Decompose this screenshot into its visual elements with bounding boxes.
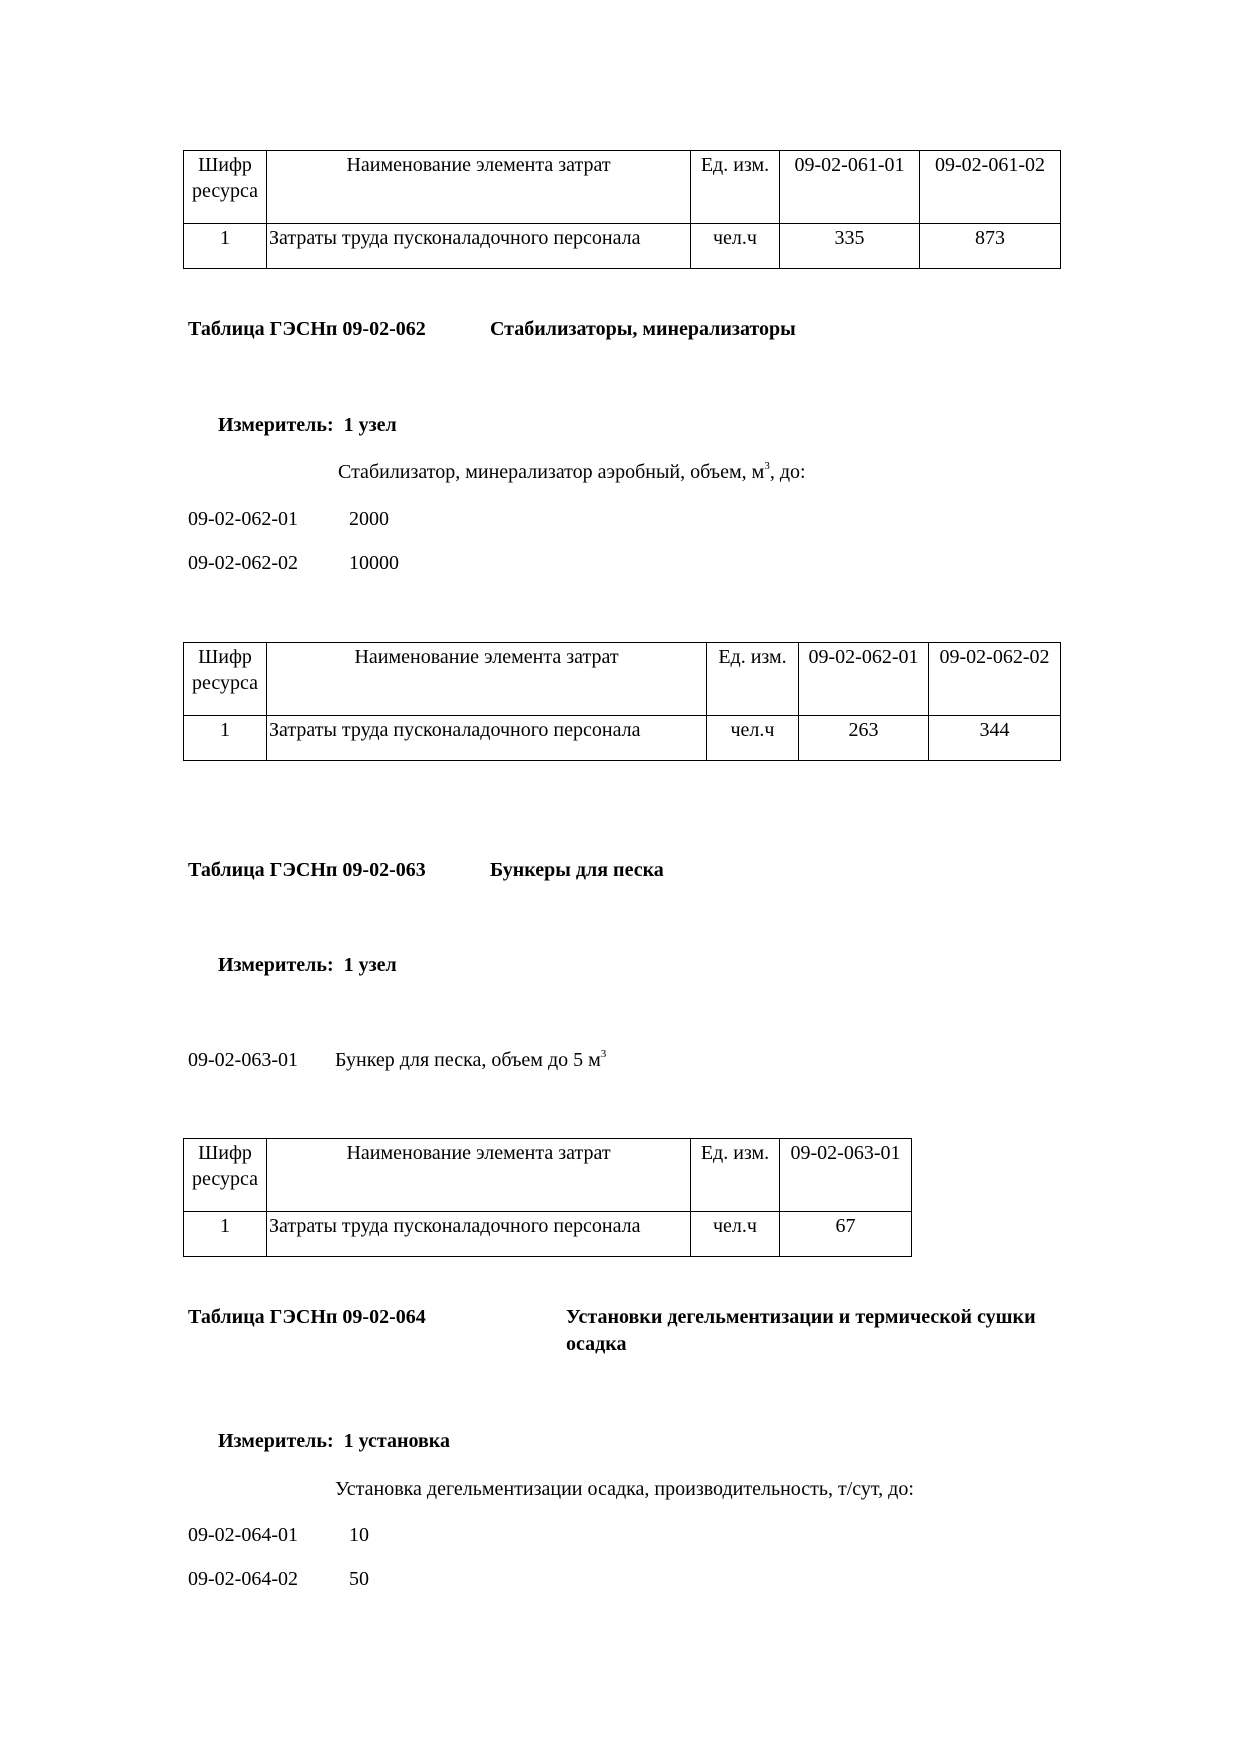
measure-value: 1 установка [343, 1430, 451, 1452]
table-row [184, 224, 1061, 269]
item-value: 10000 [349, 552, 399, 574]
item-code: 09-02-062-02 [188, 552, 298, 574]
row-code: 1 [184, 1212, 267, 1257]
header-col2: 09-02-062-02 [929, 643, 1061, 716]
row-unit: чел.ч [707, 716, 799, 761]
item-value: 50 [349, 1568, 369, 1590]
table-label-064: Таблица ГЭСНп 09-02-064 [188, 1306, 426, 1328]
header-unit: Ед. изм. [691, 151, 780, 224]
measure-value: 1 узел [343, 954, 397, 976]
measure-063 [218, 952, 397, 978]
resource-table-063 [183, 1138, 912, 1257]
measure-label: Измеритель: [218, 954, 334, 976]
row-code: 1 [184, 716, 267, 761]
header-name: Наименование элемента затрат [267, 643, 707, 716]
measure-value: 1 узел [343, 414, 397, 436]
header-name: Наименование элемента затрат [267, 1139, 691, 1212]
row-unit: чел.ч [691, 1212, 780, 1257]
measure-label: Измеритель: [218, 414, 334, 436]
item-code: 09-02-064-01 [188, 1524, 298, 1546]
table-header-row [184, 151, 1061, 224]
item-code: 09-02-064-02 [188, 1568, 298, 1590]
item-code: 09-02-062-01 [188, 508, 298, 530]
description-062: Стабилизатор, минерализатор аэробный, объем, $м^3$, до: [338, 460, 806, 483]
header-col1: 09-02-061-01 [780, 151, 920, 224]
table-title-063: Бункеры для песка [490, 859, 664, 881]
item-text: Бункер для песка, объем до 5 $м^3$ [335, 1048, 607, 1071]
row-unit: чел.ч [691, 224, 780, 269]
item-value: 2000 [349, 508, 389, 530]
item-code: 09-02-063-01 [188, 1049, 298, 1071]
row-value-1: 335 [780, 224, 920, 269]
measure-label: Измеритель: [218, 1430, 334, 1452]
table-title-064-line1: Установки дегельментизации и термической сушки [566, 1306, 1036, 1328]
table-row [184, 1212, 912, 1257]
row-code: 1 [184, 224, 267, 269]
table-label-063: Таблица ГЭСНп 09-02-063 [188, 859, 426, 881]
header-col1: 09-02-063-01 [780, 1139, 912, 1212]
row-value-1: 67 [780, 1212, 912, 1257]
header-code: Шифр ресурса [184, 643, 267, 716]
header-code: Шифр ресурса [184, 1139, 267, 1212]
table-header-row [184, 1139, 912, 1212]
table-row [184, 716, 1061, 761]
row-value-2: 344 [929, 716, 1061, 761]
measure-064 [218, 1428, 450, 1454]
measure-062 [218, 412, 397, 438]
header-col2: 09-02-061-02 [920, 151, 1061, 224]
table-header-row [184, 643, 1061, 716]
header-code: Шифр ресурса [184, 151, 267, 224]
header-col1: 09-02-062-01 [799, 643, 929, 716]
description-064: Установка дегельментизации осадка, производительность, т/сут, до: [335, 1478, 914, 1500]
row-name: Затраты труда пусконаладочного персонала [267, 224, 691, 269]
resource-table-061 [183, 150, 1061, 269]
row-name: Затраты труда пусконаладочного персонала [267, 1212, 691, 1257]
header-unit: Ед. изм. [707, 643, 799, 716]
header-unit: Ед. изм. [691, 1139, 780, 1212]
resource-table-062 [183, 642, 1061, 761]
table-label-062: Таблица ГЭСНп 09-02-062 [188, 318, 426, 340]
row-value-1: 263 [799, 716, 929, 761]
table-title-062: Стабилизаторы, минерализаторы [490, 318, 796, 340]
table-title-064-line2: осадка [566, 1333, 627, 1355]
row-value-2: 873 [920, 224, 1061, 269]
item-value: 10 [349, 1524, 369, 1546]
row-name: Затраты труда пусконаладочного персонала [267, 716, 707, 761]
header-name: Наименование элемента затрат [267, 151, 691, 224]
